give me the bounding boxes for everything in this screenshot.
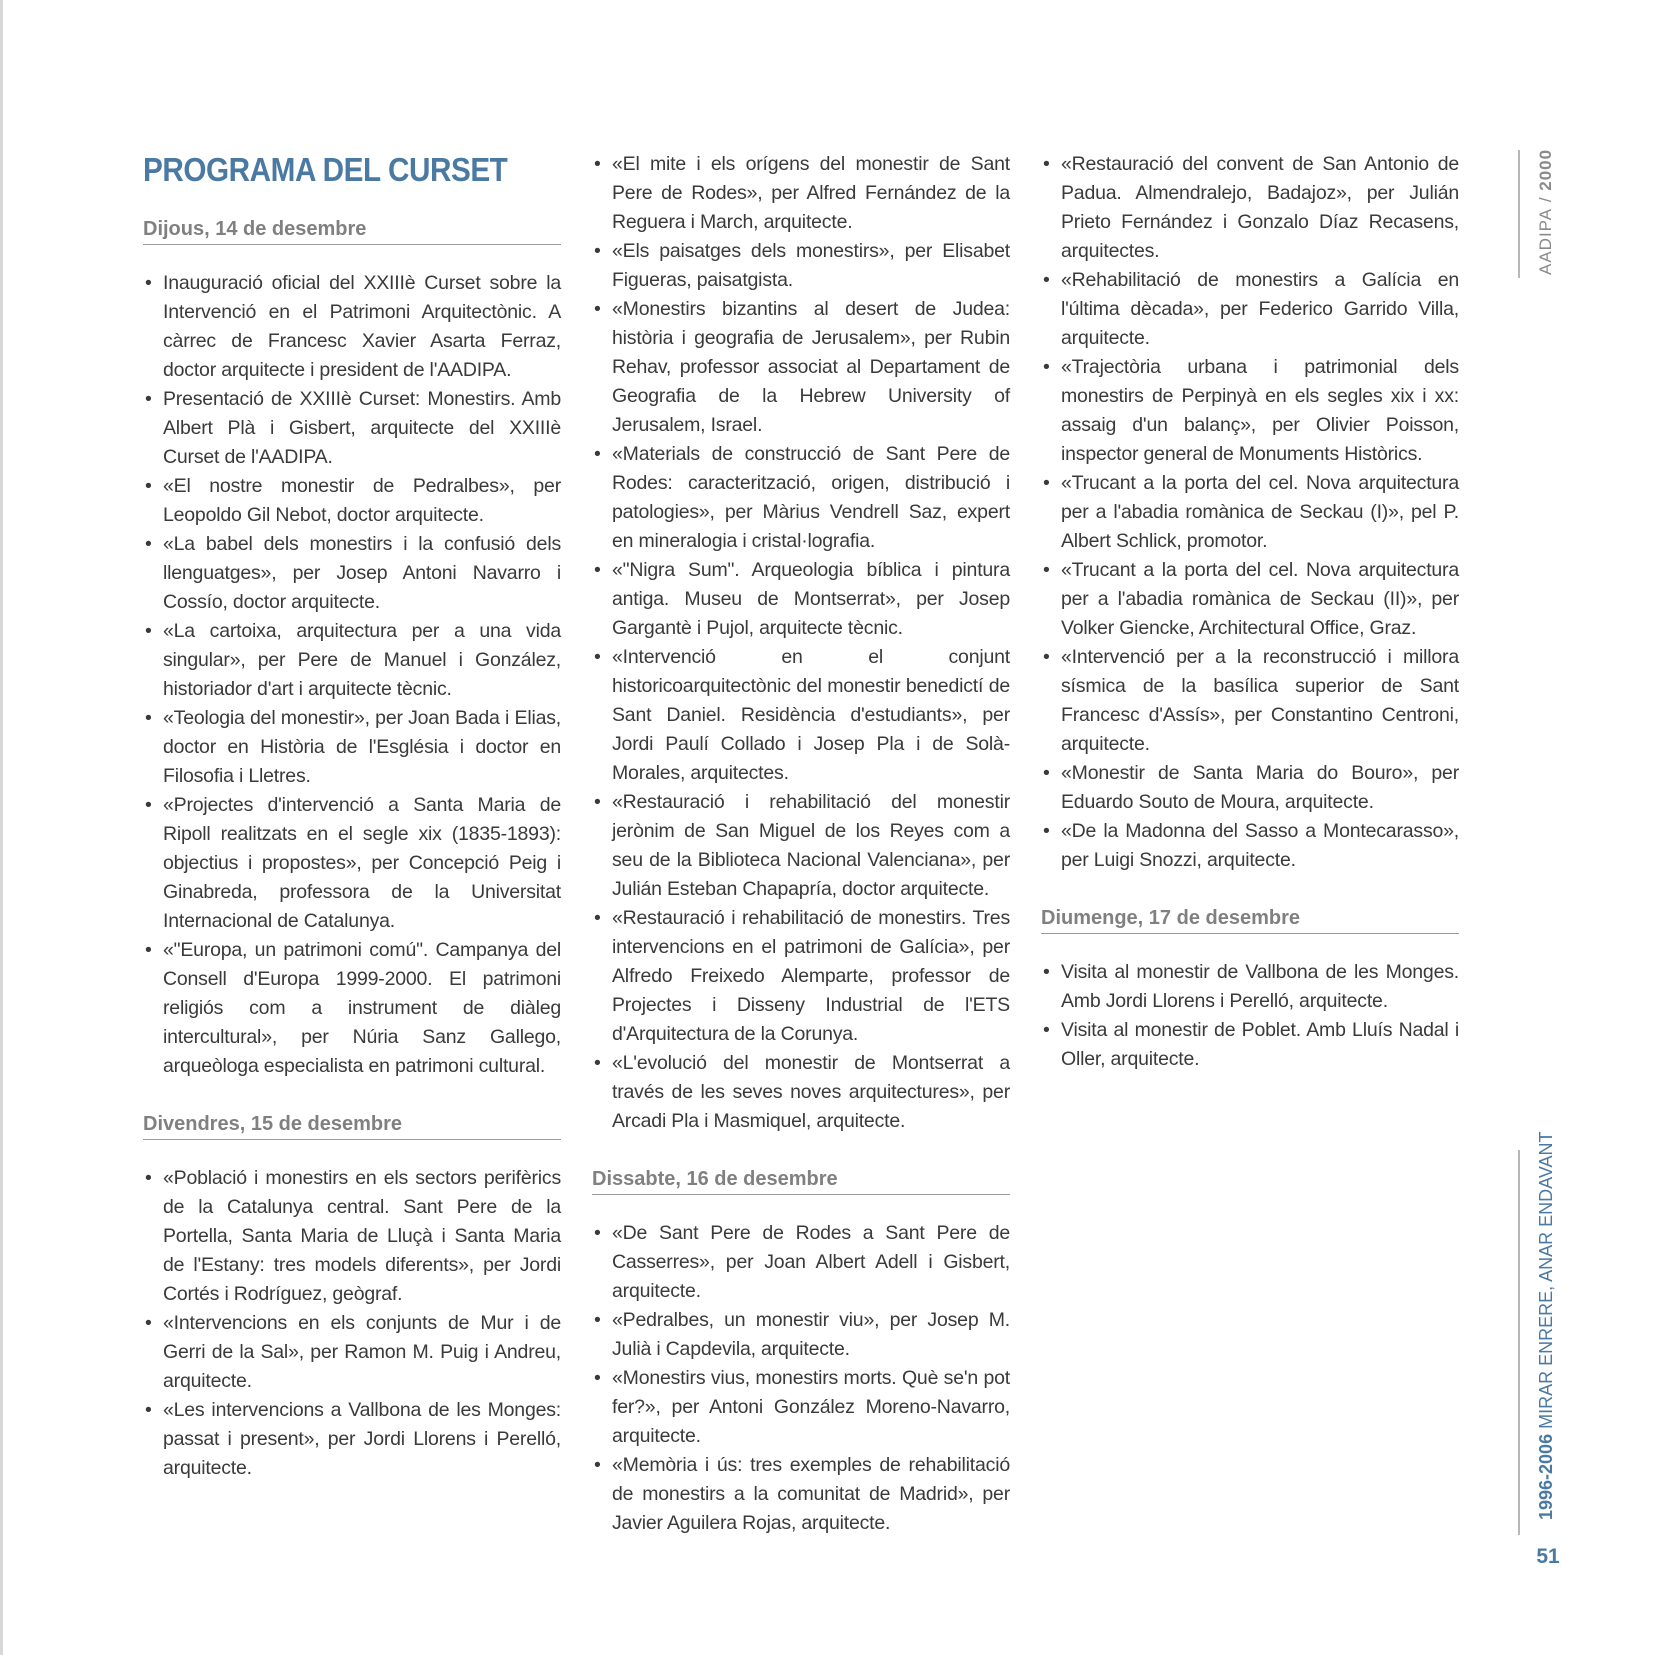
sidebar-org-year: AADIPA / 2000 bbox=[1536, 148, 1555, 275]
list-item: • «Trucant a la porta del cel. Nova arquitectura per a l'abadia romànica de Seckau (II)», per Volker Giencke, Architectural Office, Graz. bbox=[1041, 556, 1459, 643]
list-item: • «El nostre monestir de Pedralbes», per Leopoldo Gil Nebot, doctor arquitecte. bbox=[143, 472, 561, 530]
day-heading-friday: Divendres, 15 de desembre bbox=[143, 1111, 561, 1140]
list-item: • «La cartoixa, arquitectura per a una vida singular», per Pere de Manuel i González, historiador d'art i arquitecte tècnic. bbox=[143, 617, 561, 704]
list-item: • «L'evolució del monestir de Montserrat a través de les seves noves arquitectures», per Arcadi Pla i Masmiquel, arquitecte. bbox=[592, 1049, 1010, 1136]
list-item: • «"Nigra Sum". Arqueologia bíblica i pintura antiga. Museu de Montserrat», per Josep Gargantè i Pujol, arquitecte tècnic. bbox=[592, 556, 1010, 643]
list-item: • «Població i monestirs en els sectors perifèrics de la Catalunya central. Sant Pere de la Portella, Santa Maria de Lluçà i Santa Maria de l'Estany: tres models diferents», per Jordi Cortés i Rodríguez, geògraf. bbox=[143, 1164, 561, 1309]
list-item: • «Teologia del monestir», per Joan Bada i Elias, doctor en Història de l'Església i doctor en Filosofia i Lletres. bbox=[143, 704, 561, 791]
sidebar-year: 2000 bbox=[1536, 148, 1555, 191]
list-item: • «Intervencions en els conjunts de Mur i de Gerri de la Sal», per Ramon M. Puig i Andreu, arquitecte. bbox=[143, 1309, 561, 1396]
list-item: • «Intervenció per a la reconstrucció i millora sísmica de la basílica superior de Sant Francesc d'Assís», per Constantino Centroni, arquitecte. bbox=[1041, 643, 1459, 759]
page-edge bbox=[0, 0, 3, 1655]
day-heading-sunday: Diumenge, 17 de desembre bbox=[1041, 905, 1459, 934]
talk-list-thursday bbox=[143, 269, 561, 1081]
list-item: • «Trajectòria urbana i patrimonial dels monestirs de Perpinyà en els segles xix i xx: assaig d'un balanç», per Olivier Poisson, inspector general de Monuments Històrics. bbox=[1041, 353, 1459, 469]
list-item: • «Trucant a la porta del cel. Nova arquitectura per a l'abadia romànica de Seckau (I)», pel P. Albert Schlick, promotor. bbox=[1041, 469, 1459, 556]
sidebar-series bbox=[1536, 1131, 1558, 1520]
talk-list-friday-continued bbox=[592, 150, 1010, 1136]
list-item: • Presentació de XXIIIè Curset: Monestirs. Amb Albert Plà i Gisbert, arquitecte del XXIIIè Curset de l'AADIPA. bbox=[143, 385, 561, 472]
list-item: • «Monestirs vius, monestirs morts. Què se'n pot fer?», per Antoni González Moreno-Navarro, arquitecte. bbox=[592, 1364, 1010, 1451]
day-heading-saturday: Dissabte, 16 de desembre bbox=[592, 1166, 1010, 1195]
talk-list-friday bbox=[143, 1164, 561, 1483]
list-item: • «De la Madonna del Sasso a Montecarasso», per Luigi Snozzi, arquitecte. bbox=[1041, 817, 1459, 875]
sidebar-series-title: MIRAR ENRERE, ANAR ENDAVANT bbox=[1536, 1131, 1556, 1429]
list-item: • «La babel dels monestirs i la confusió dels llenguatges», per Josep Antoni Navarro i Cossío, doctor arquitecte. bbox=[143, 530, 561, 617]
list-item: • «Restauració del convent de San Antonio de Padua. Almendralejo, Badajoz», per Julián Prieto Fernández i Gonzalo Díaz Recasens, arquitectes. bbox=[1041, 150, 1459, 266]
column-2 bbox=[592, 150, 1010, 1538]
page-number: 51 bbox=[1536, 1545, 1560, 1568]
list-item: • «El mite i els orígens del monestir de Sant Pere de Rodes», per Alfred Fernández de la Reguera i March, arquitecte. bbox=[592, 150, 1010, 237]
sidebar-org: AADIPA bbox=[1536, 207, 1555, 275]
sidebar-rule-top bbox=[1518, 150, 1520, 278]
list-item: • «"Europa, un patrimoni comú". Campanya del Consell d'Europa 1999-2000. El patrimoni religiós com a instrument de diàleg intercultural», per Núria Sanz Gallego, arqueòloga especialista en patrimoni cultural. bbox=[143, 936, 561, 1081]
list-item: • «Restauració i rehabilitació del monestir jerònim de San Miguel de los Reyes com a seu de la Biblioteca Nacional Valenciana», per Julián Esteban Chapapría, doctor arquitecte. bbox=[592, 788, 1010, 904]
list-item: • «Les intervencions a Vallbona de les Monges: passat i present», per Jordi Llorens i Perelló, arquitecte. bbox=[143, 1396, 561, 1483]
list-item: • «Memòria i ús: tres exemples de rehabilitació de monestirs a la comunitat de Madrid», per Javier Aguilera Rojas, arquitecte. bbox=[592, 1451, 1010, 1538]
sidebar-rule-bottom bbox=[1518, 1150, 1520, 1535]
list-item: • «Els paisatges dels monestirs», per Elisabet Figueras, paisatgista. bbox=[592, 237, 1010, 295]
list-item: • Visita al monestir de Vallbona de les Monges. Amb Jordi Llorens i Perelló, arquitecte. bbox=[1041, 958, 1459, 1016]
list-item: • «Monestirs bizantins al desert de Judea: història i geografia de Jerusalem», per Rubin Rehav, professor associat al Departament de Geografia de la Hebrew University of Jerusalem, Israel. bbox=[592, 295, 1010, 440]
day-heading-thursday: Dijous, 14 de desembre bbox=[143, 216, 561, 245]
talk-list-saturday-continued bbox=[1041, 150, 1459, 875]
sidebar-series-years: 1996-2006 bbox=[1536, 1433, 1556, 1520]
talk-list-sunday bbox=[1041, 958, 1459, 1074]
list-item: • «Intervenció en el conjunt historicoarquitectònic del monestir benedictí de Sant Daniel. Residència d'estudiants», per Jordi Paulí Collado i Josep Pla i de Solà-Morales, arquitectes. bbox=[592, 643, 1010, 788]
column-1 bbox=[143, 150, 561, 1483]
list-item: • «Monestir de Santa Maria do Bouro», per Eduardo Souto de Moura, arquitecte. bbox=[1041, 759, 1459, 817]
column-3 bbox=[1041, 150, 1459, 1074]
list-item: • «De Sant Pere de Rodes a Sant Pere de Casserres», per Joan Albert Adell i Gisbert, arquitecte. bbox=[592, 1219, 1010, 1306]
list-item: • Inauguració oficial del XXIIIè Curset sobre la Intervenció en el Patrimoni Arquitectònic. A càrrec de Francesc Xavier Asarta Ferraz, doctor arquitecte i president de l'AADIPA. bbox=[143, 269, 561, 385]
list-item: • «Projectes d'intervenció a Santa Maria de Ripoll realitzats en el segle xix (1835-1893): objectius i propostes», per Concepció Peig i Ginabreda, professora de la Universitat Internacional de Catalunya. bbox=[143, 791, 561, 936]
list-item: • «Pedralbes, un monestir viu», per Josep M. Julià i Capdevila, arquitecte. bbox=[592, 1306, 1010, 1364]
list-item: • Visita al monestir de Poblet. Amb Lluís Nadal i Oller, arquitecte. bbox=[1041, 1016, 1459, 1074]
list-item: • «Materials de construcció de Sant Pere de Rodes: caracterització, origen, distribució i patologies», per Màrius Vendrell Saz, expert en mineralogia i cristal·lografia. bbox=[592, 440, 1010, 556]
page-title: PROGRAMA DEL CURSET bbox=[143, 151, 508, 188]
talk-list-saturday bbox=[592, 1219, 1010, 1538]
list-item: • «Restauració i rehabilitació de monestirs. Tres intervencions en el patrimoni de Galícia», per Alfredo Freixedo Alemparte, professor de Projectes i Disseny Industrial de l'ETS d'Arquitectura de la Corunya. bbox=[592, 904, 1010, 1049]
list-item: • «Rehabilitació de monestirs a Galícia en l'última dècada», per Federico Garrido Villa, arquitecte. bbox=[1041, 266, 1459, 353]
